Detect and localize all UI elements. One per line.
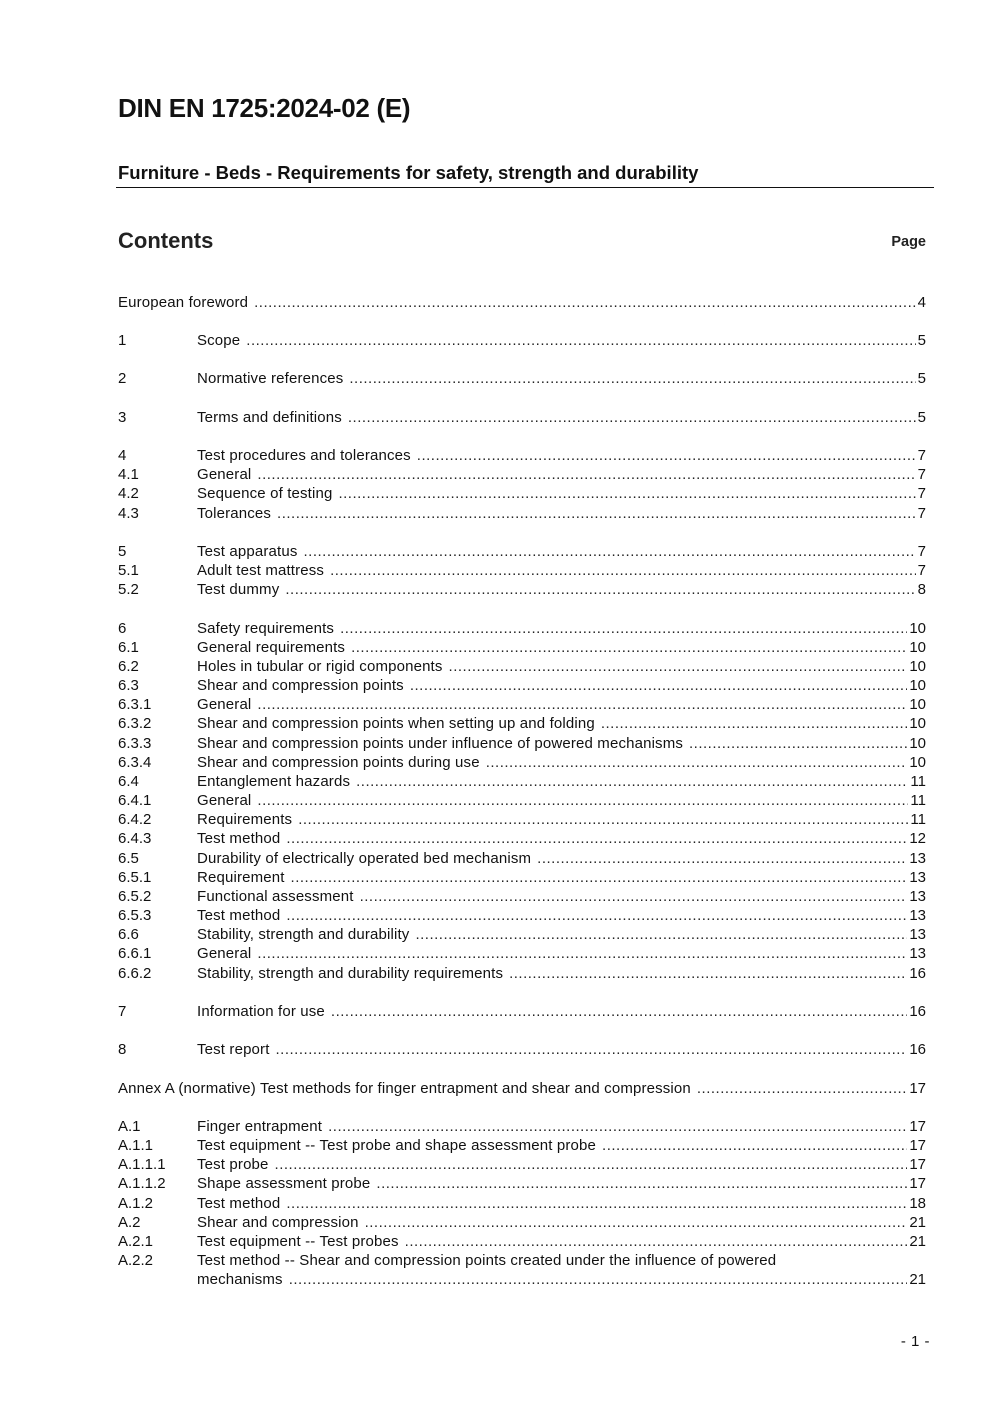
toc-leader-dots — [286, 829, 907, 848]
toc-leader-dots — [351, 638, 907, 657]
toc-section-number: 6.3.4 — [118, 754, 152, 771]
toc-page-number: 10 — [909, 735, 926, 752]
toc-section-number: A.2.2 — [118, 1252, 154, 1269]
toc-page-number: 5 — [917, 370, 926, 387]
toc-entry[interactable] — [118, 1079, 926, 1098]
toc-page-number: 21 — [909, 1271, 926, 1288]
toc-entry[interactable] — [118, 408, 926, 427]
toc-leader-dots — [257, 465, 915, 484]
page-number: - 1 - — [900, 1333, 930, 1350]
toc-section-title: Shear and compression points when setting up and folding — [197, 715, 595, 732]
toc-section-title: Test apparatus — [197, 543, 298, 560]
toc-section-number: 1 — [118, 332, 127, 349]
toc-page-number: 21 — [909, 1214, 926, 1231]
toc-leader-dots — [304, 542, 916, 561]
toc-section-title: Test probe — [197, 1156, 269, 1173]
toc-entry-line — [197, 619, 926, 638]
toc-entry-line — [197, 1232, 926, 1251]
toc-section-title: Stability, strength and durability — [197, 926, 410, 943]
toc-page-number: 10 — [909, 658, 926, 675]
toc-page-number: 10 — [909, 696, 926, 713]
toc-section-title: General requirements — [197, 639, 346, 656]
toc-page-number: 7 — [917, 505, 926, 522]
toc-entry-continuation — [197, 1270, 926, 1289]
toc-section-title: General — [197, 696, 252, 713]
toc-section-number: A.1.1.1 — [118, 1156, 166, 1173]
toc-page-number: 10 — [909, 715, 926, 732]
toc-leader-dots — [689, 734, 907, 753]
toc-leader-dots — [376, 1174, 907, 1193]
toc-entry-line — [197, 484, 926, 503]
toc-section-title: Entanglement hazards — [197, 773, 351, 790]
toc-section-title: Requirements — [197, 811, 293, 828]
toc-entry-line — [197, 638, 926, 657]
toc-section-number: 6.4 — [118, 773, 139, 790]
toc-page-number: 7 — [917, 543, 926, 560]
toc-section-title: Shear and compression points — [197, 677, 404, 694]
toc-entry[interactable] — [118, 484, 926, 503]
toc-entry[interactable] — [118, 1251, 926, 1288]
toc-section-number: 6.3.2 — [118, 715, 152, 732]
toc-entry-line — [197, 580, 926, 599]
toc-page-number: 18 — [909, 1195, 926, 1212]
toc-leader-dots — [338, 484, 915, 503]
toc-entry[interactable] — [118, 1136, 926, 1155]
toc-section-title: European foreword — [118, 294, 249, 311]
toc-leader-dots — [257, 791, 908, 810]
toc-page-number: 16 — [909, 1003, 926, 1020]
toc-entry-line — [197, 944, 926, 963]
document-subtitle: Furniture - Beds - Requirements for safety, strength and durability — [118, 162, 699, 183]
toc-entry-line — [197, 561, 926, 580]
toc-entry[interactable] — [118, 810, 926, 829]
toc-section-number: 6.4.3 — [118, 830, 152, 847]
toc-entry-line — [197, 676, 926, 695]
toc-section-number: A.1 — [118, 1118, 141, 1135]
toc-section-title: General — [197, 792, 252, 809]
toc-leader-dots — [509, 964, 907, 983]
toc-section-number: 5 — [118, 543, 127, 560]
toc-entry-line — [197, 906, 926, 925]
toc-entry[interactable] — [118, 580, 926, 599]
toc-section-title: Test method -- Shear and compression points created under the influence of powered — [197, 1252, 777, 1269]
toc-entry[interactable] — [118, 772, 926, 791]
toc-entry-line — [197, 829, 926, 848]
toc-entry-line — [197, 810, 926, 829]
toc-entry-line — [197, 1194, 926, 1213]
toc-section-title: Test dummy — [197, 581, 280, 598]
toc-section-title: Normative references — [197, 370, 344, 387]
toc-section-title: Requirement — [197, 869, 285, 886]
toc-entry-line — [197, 542, 926, 561]
toc-page-number: 11 — [910, 811, 926, 828]
toc-section-number: A.1.1.2 — [118, 1175, 166, 1192]
contents-heading: Contents — [118, 228, 214, 253]
toc-entry-line — [118, 293, 926, 312]
toc-section-title: Scope — [197, 332, 241, 349]
toc-section-title: Information for use — [197, 1003, 325, 1020]
toc-page-number: 13 — [909, 907, 926, 924]
toc-page-number: 10 — [909, 639, 926, 656]
toc-section-title: Test method — [197, 907, 281, 924]
toc-entry[interactable] — [118, 1213, 926, 1232]
toc-entry[interactable] — [118, 465, 926, 484]
toc-page-number: 5 — [917, 332, 926, 349]
toc-entry-line — [197, 791, 926, 810]
toc-page-number: 13 — [909, 888, 926, 905]
toc-leader-dots — [601, 714, 907, 733]
toc-leader-dots — [365, 1213, 908, 1232]
toc-entry-line — [197, 331, 926, 350]
toc-entry[interactable] — [118, 619, 926, 638]
toc-entry[interactable] — [118, 293, 926, 312]
toc-section-number: 6.5.1 — [118, 869, 152, 886]
toc-page-number: 10 — [909, 677, 926, 694]
toc-section-title: Finger entrapment — [197, 1118, 323, 1135]
toc-page-number: 7 — [917, 562, 926, 579]
toc-section-title: Functional assessment — [197, 888, 354, 905]
toc-entry-line — [197, 695, 926, 714]
toc-section-number: 6.6.2 — [118, 965, 152, 982]
toc-entry[interactable] — [118, 638, 926, 657]
toc-leader-dots — [257, 695, 907, 714]
toc-entry[interactable] — [118, 714, 926, 733]
toc-section-title: Test method — [197, 830, 281, 847]
toc-page-number: 12 — [909, 830, 926, 847]
toc-leader-dots — [697, 1079, 907, 1098]
toc-leader-dots — [246, 331, 915, 350]
toc-section-number: 6.5.3 — [118, 907, 152, 924]
toc-leader-dots — [254, 293, 916, 312]
toc-section-title: Test equipment -- Test probes — [197, 1233, 399, 1250]
toc-entry[interactable] — [118, 1117, 926, 1136]
toc-entry-line — [197, 964, 926, 983]
toc-section-number: 8 — [118, 1041, 127, 1058]
toc-section-title: Shear and compression points under influence of powered mechanisms — [197, 735, 684, 752]
toc-entry[interactable] — [118, 676, 926, 695]
toc-page-number: 17 — [909, 1175, 926, 1192]
toc-section-number: 6.4.1 — [118, 792, 152, 809]
toc-leader-dots — [349, 369, 915, 388]
toc-page-number: 17 — [909, 1137, 926, 1154]
toc-entry[interactable] — [118, 906, 926, 925]
toc-entry-line — [197, 1155, 926, 1174]
toc-section-number: 4.2 — [118, 485, 139, 502]
toc-leader-dots — [298, 810, 908, 829]
toc-entry[interactable] — [118, 791, 926, 810]
toc-section-number: A.2 — [118, 1214, 141, 1231]
toc-section-number: A.1.2 — [118, 1195, 154, 1212]
toc-section-title: Shear and compression points during use — [197, 754, 480, 771]
toc-leader-dots — [417, 446, 916, 465]
toc-entry[interactable] — [118, 1040, 926, 1059]
toc-section-title: Shape assessment probe — [197, 1175, 371, 1192]
toc-leader-dots — [328, 1117, 907, 1136]
toc-entry-line — [197, 1213, 926, 1232]
toc-entry-line — [197, 1136, 926, 1155]
toc-entry[interactable] — [118, 542, 926, 561]
toc-section-title: Test report — [197, 1041, 270, 1058]
toc-leader-dots — [340, 619, 907, 638]
toc-page-number: 16 — [909, 965, 926, 982]
toc-page-number: 5 — [917, 409, 926, 426]
toc-section-number: 6.6 — [118, 926, 139, 943]
toc-section-number: 6.3.1 — [118, 696, 152, 713]
page-column-heading: Page — [891, 234, 926, 250]
toc-section-title: Test procedures and tolerances — [197, 447, 411, 464]
toc-section-number: 6.3.3 — [118, 735, 152, 752]
toc-page-number: 21 — [909, 1233, 926, 1250]
toc-leader-dots — [486, 753, 908, 772]
title-divider — [116, 187, 934, 188]
toc-leader-dots — [360, 887, 908, 906]
toc-section-number: 5.1 — [118, 562, 139, 579]
toc-page-number: 11 — [910, 773, 926, 790]
toc-leader-dots — [348, 408, 916, 427]
toc-entry-line — [197, 925, 926, 944]
toc-page-number: 7 — [917, 447, 926, 464]
toc-entry-line — [197, 1117, 926, 1136]
toc-entry[interactable] — [118, 446, 926, 465]
toc-page-number: 7 — [917, 466, 926, 483]
toc-entry[interactable] — [118, 695, 926, 714]
toc-section-title: General — [197, 466, 252, 483]
toc-section-number: 6.1 — [118, 639, 139, 656]
toc-section-title: Stability, strength and durability requirements — [197, 965, 504, 982]
toc-entry-line — [197, 446, 926, 465]
toc-entry-line — [197, 1002, 926, 1021]
toc-entry[interactable] — [118, 964, 926, 983]
toc-entry[interactable] — [118, 1194, 926, 1213]
toc-section-number: 6.5 — [118, 850, 139, 867]
toc-section-number: 4.3 — [118, 505, 139, 522]
toc-section-number: 6.3 — [118, 677, 139, 694]
toc-section-number: 4.1 — [118, 466, 139, 483]
toc-page-number: 11 — [910, 792, 926, 809]
toc-entry[interactable] — [118, 944, 926, 963]
toc-entry[interactable] — [118, 849, 926, 868]
toc-section-number: 6.4.2 — [118, 811, 152, 828]
toc-entry-line — [197, 753, 926, 772]
toc-entry[interactable] — [118, 504, 926, 523]
toc-entry-line — [197, 1040, 926, 1059]
toc-section-title: Annex A (normative) Test methods for finger entrapment and shear and compression — [118, 1080, 691, 1097]
toc-entry[interactable] — [118, 868, 926, 887]
toc-leader-dots — [275, 1155, 908, 1174]
toc-section-title: Safety requirements — [197, 620, 335, 637]
toc-entry[interactable] — [118, 1174, 926, 1193]
toc-section-number: 2 — [118, 370, 127, 387]
toc-leader-dots — [286, 906, 907, 925]
toc-leader-dots — [289, 1270, 908, 1289]
toc-page-number: 17 — [909, 1118, 926, 1135]
toc-page-number: 13 — [909, 850, 926, 867]
toc-entry-line — [118, 1079, 926, 1098]
toc-section-number: 6.2 — [118, 658, 139, 675]
toc-entry-line — [197, 465, 926, 484]
toc-entry-line — [197, 504, 926, 523]
toc-section-title: Terms and definitions — [197, 409, 342, 426]
toc-section-title: General — [197, 945, 252, 962]
toc-entry[interactable] — [118, 561, 926, 580]
toc-entry-line — [197, 772, 926, 791]
toc-entry-line — [197, 868, 926, 887]
toc-page-number: 13 — [909, 945, 926, 962]
toc-section-number: 3 — [118, 409, 127, 426]
toc-page-number: 10 — [909, 754, 926, 771]
toc-entry[interactable] — [118, 1232, 926, 1251]
toc-page-number: 10 — [909, 620, 926, 637]
toc-section-number: 6.6.1 — [118, 945, 152, 962]
toc-entry-line — [197, 849, 926, 868]
toc-page-number: 16 — [909, 1041, 926, 1058]
toc-leader-dots — [331, 1002, 907, 1021]
toc-entry[interactable] — [118, 331, 926, 350]
toc-section-title-continued: mechanisms — [197, 1271, 283, 1288]
toc-section-title: Shear and compression — [197, 1214, 359, 1231]
toc-leader-dots — [285, 580, 915, 599]
toc-page-number: 4 — [917, 294, 926, 311]
toc-page-number: 17 — [909, 1156, 926, 1173]
toc-entry-line — [197, 1174, 926, 1193]
toc-leader-dots — [356, 772, 908, 791]
toc-leader-dots — [291, 868, 908, 887]
toc-entry[interactable] — [118, 1155, 926, 1174]
toc-entry-line — [197, 1251, 926, 1270]
toc-entry-line — [197, 734, 926, 753]
toc-page-number: 17 — [909, 1080, 926, 1097]
toc-section-title: Sequence of testing — [197, 485, 333, 502]
toc-page-number: 8 — [917, 581, 926, 598]
toc-entry-line — [197, 369, 926, 388]
toc-section-number: A.2.1 — [118, 1233, 154, 1250]
toc-section-title: Adult test mattress — [197, 562, 325, 579]
toc-leader-dots — [257, 944, 907, 963]
toc-leader-dots — [405, 1232, 908, 1251]
toc-leader-dots — [449, 657, 908, 676]
toc-section-number: 5.2 — [118, 581, 139, 598]
toc-section-number: 4 — [118, 447, 127, 464]
toc-section-title: Test method — [197, 1195, 281, 1212]
toc-section-number: 7 — [118, 1003, 127, 1020]
toc-entry[interactable] — [118, 753, 926, 772]
toc-leader-dots — [286, 1194, 907, 1213]
document-title: DIN EN 1725:2024-02 (E) — [118, 93, 411, 123]
toc-section-number: 6 — [118, 620, 127, 637]
toc-leader-dots — [410, 676, 907, 695]
toc-entry[interactable] — [118, 887, 926, 906]
toc-leader-dots — [602, 1136, 907, 1155]
toc-section-title: Tolerances — [197, 505, 272, 522]
toc-section-number: 6.5.2 — [118, 888, 152, 905]
toc-entry[interactable] — [118, 734, 926, 753]
toc-page-number: 13 — [909, 869, 926, 886]
toc-entry-line — [197, 408, 926, 427]
toc-entry-line — [197, 714, 926, 733]
toc-leader-dots — [277, 504, 916, 523]
toc-page-number: 13 — [909, 926, 926, 943]
toc-section-number: A.1.1 — [118, 1137, 154, 1154]
toc-leader-dots — [537, 849, 907, 868]
toc-section-title: Test equipment -- Test probe and shape assessment probe — [197, 1137, 597, 1154]
toc-entry[interactable] — [118, 925, 926, 944]
toc-section-title: Holes in tubular or rigid components — [197, 658, 443, 675]
toc-leader-dots — [276, 1040, 908, 1059]
toc-leader-dots — [330, 561, 916, 580]
toc-entry[interactable] — [118, 1002, 926, 1021]
toc-page-number: 7 — [917, 485, 926, 502]
toc-entry[interactable] — [118, 657, 926, 676]
toc-entry[interactable] — [118, 829, 926, 848]
toc-entry-line — [197, 657, 926, 676]
toc-entry-line — [197, 887, 926, 906]
toc-entry[interactable] — [118, 369, 926, 388]
toc-leader-dots — [415, 925, 907, 944]
toc-section-title: Durability of electrically operated bed mechanism — [197, 850, 532, 867]
